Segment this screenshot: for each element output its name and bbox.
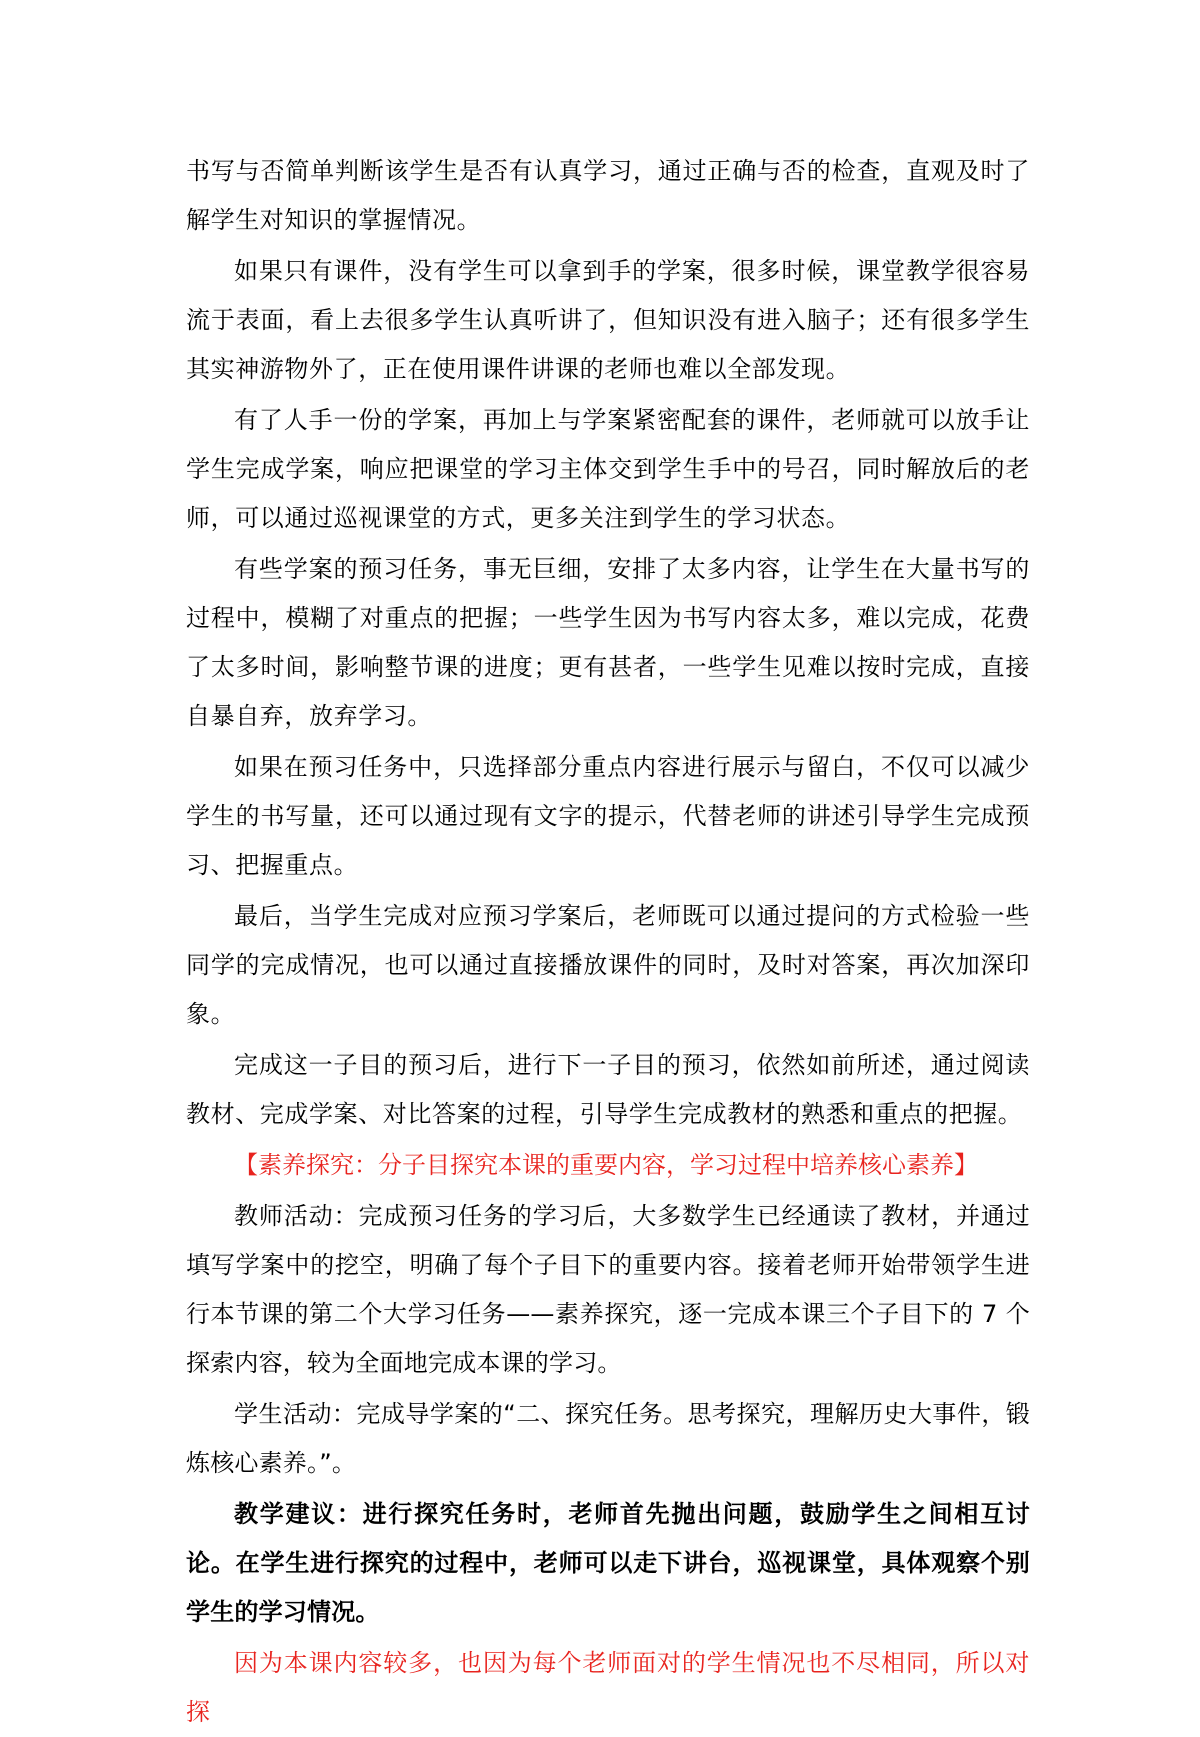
paragraph-student-activity: 学生活动：完成导学案的“二、探究任务。思考探究，理解历史大事件，锻炼核心素养。”。 [186, 1400, 1030, 1477]
paragraph-continuation: 书写与否简单判断该学生是否有认真学习，通过正确与否的检查，直观及时了解学生对知识的掌握情况。 [186, 157, 1030, 234]
paragraph-preview-tasks: 有些学案的预习任务，事无巨细，安排了太多内容，让学生在大量书写的过程中，模糊了对重点的把握；一些学生因为书写内容太多，难以完成，花费了太多时间，影响整节课的进度；更有甚者，一些学生见难以按时完成，直接自暴自弃，放弃学习。 [186, 555, 1030, 730]
section-heading: 【素养探究：分子目探究本课的重要内容，学习过程中培养核心素养】 [234, 1151, 978, 1179]
paragraph-learning-plan: 有了人手一份的学案，再加上与学案紧密配套的课件，老师就可以放手让学生完成学案，响应把课堂的学习主体交到学生手中的号召，同时解放后的老师，可以通过巡视课堂的方式，更多关注到学生的学习状态。 [186, 406, 1030, 532]
paragraph-red-note: 因为本课内容较多，也因为每个老师面对的学生情况也不尽相同，所以对探 [186, 1649, 1030, 1726]
paragraph-finally: 最后，当学生完成对应预习学案后，老师既可以通过提问的方式检验一些同学的完成情况，也可以通过直接播放课件的同时，及时对答案，再次加深印象。 [186, 902, 1030, 1028]
paragraph-next-subsection: 完成这一子目的预习后，进行下一子目的预习，依然如前所述，通过阅读教材、完成学案、对比答案的过程，引导学生完成教材的熟悉和重点的把握。 [186, 1051, 1030, 1128]
paragraph-courseware-only: 如果只有课件，没有学生可以拿到手的学案，很多时候，课堂教学很容易流于表面，看上去很多学生认真听讲了，但知识没有进入脑子；还有很多学生其实神游物外了，正在使用课件讲课的老师也难以全部发现。 [186, 257, 1030, 383]
paragraph-teacher-activity: 教师活动：完成预习任务的学习后，大多数学生已经通读了教材，并通过填写学案中的挖空，明确了每个子目下的重要内容。接着老师开始带领学生进行本节课的第二个大学习任务——素养探究，逐一完成本课三个子目下的 7 个探索内容，较为全面地完成本课的学习。 [186, 1202, 1030, 1377]
paragraph-key-content: 如果在预习任务中，只选择部分重点内容进行展示与留白，不仅可以减少学生的书写量，还可以通过现有文字的提示，代替老师的讲述引导学生完成预习、把握重点。 [186, 753, 1030, 879]
paragraph-teaching-advice: 教学建议：进行探究任务时，老师首先抛出问题，鼓励学生之间相互讨论。在学生进行探究的过程中，老师可以走下讲台，巡视课堂，具体观察个别学生的学习情况。 [186, 1500, 1030, 1626]
